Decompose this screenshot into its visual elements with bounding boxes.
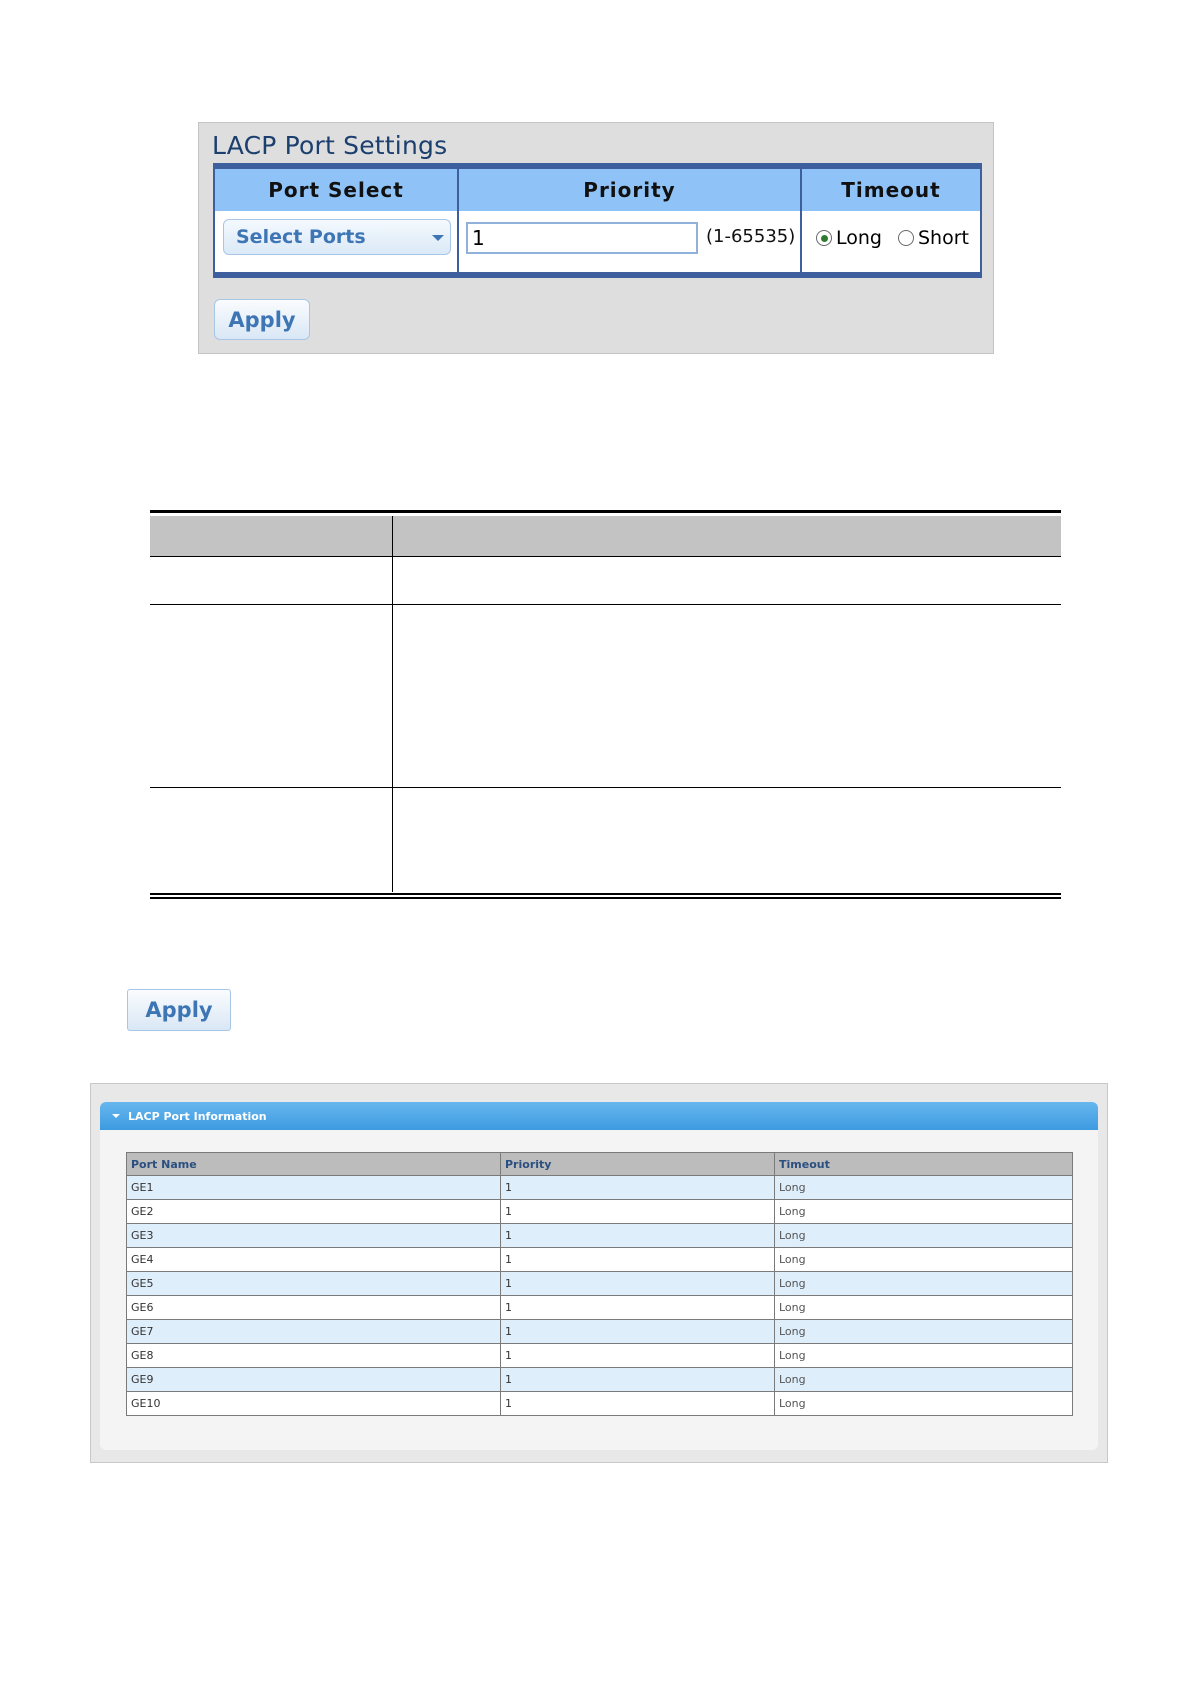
timeout-cell: Long (775, 1200, 1073, 1224)
header-port-select: Port Select (213, 169, 459, 211)
timeout-short-option[interactable] (898, 227, 969, 249)
table-row (127, 1344, 1073, 1368)
priority-range-hint: (1-65535) (706, 226, 796, 247)
table-row (127, 1200, 1073, 1224)
row-divider (150, 604, 1061, 605)
apply-button[interactable]: Apply (127, 989, 231, 1031)
description-table (150, 510, 1061, 900)
timeout-cell: Long (775, 1224, 1073, 1248)
table-row (127, 1392, 1073, 1416)
table-row (127, 1176, 1073, 1200)
port-name-cell: GE4 (127, 1248, 501, 1272)
table-bottom-rule (150, 893, 1061, 895)
port-name-cell: GE6 (127, 1296, 501, 1320)
radio-selected-dot (821, 235, 828, 242)
priority-cell: 1 (501, 1392, 775, 1416)
port-name-cell: GE5 (127, 1272, 501, 1296)
port-select-cell (213, 211, 459, 272)
row-divider (150, 556, 1061, 557)
collapse-arrow-icon[interactable] (112, 1114, 120, 1118)
port-select-label: Select Ports (236, 226, 366, 248)
column-header-timeout: Timeout (775, 1153, 1073, 1176)
table-bottom-rule (150, 897, 1061, 899)
table-row (127, 1296, 1073, 1320)
table-header-row (127, 1153, 1073, 1176)
description-table-header (150, 516, 1061, 556)
priority-cell: 1 (501, 1272, 775, 1296)
chevron-down-icon (432, 235, 444, 241)
timeout-cell: Long (775, 1392, 1073, 1416)
timeout-cell: Long (775, 1368, 1073, 1392)
priority-cell: 1 (501, 1176, 775, 1200)
port-name-cell: GE1 (127, 1176, 501, 1200)
row-divider (150, 787, 1061, 788)
settings-apply-button[interactable]: Apply (214, 299, 310, 340)
port-select-dropdown[interactable] (223, 219, 451, 255)
priority-cell (459, 211, 802, 272)
lacp-port-settings-panel (198, 122, 994, 354)
port-name-cell: GE3 (127, 1224, 501, 1248)
priority-cell: 1 (501, 1368, 775, 1392)
priority-cell: 1 (501, 1320, 775, 1344)
lacp-port-information-panel (90, 1083, 1108, 1463)
column-header-port-name: Port Name (127, 1153, 501, 1176)
timeout-cell: Long (775, 1248, 1073, 1272)
port-name-cell: GE7 (127, 1320, 501, 1344)
timeout-short-label: Short (918, 227, 969, 249)
settings-table (213, 163, 982, 278)
timeout-long-radio[interactable] (816, 230, 832, 246)
table-row (127, 1272, 1073, 1296)
port-name-cell: GE10 (127, 1392, 501, 1416)
timeout-long-option[interactable] (816, 227, 882, 249)
timeout-cell: Long (775, 1272, 1073, 1296)
table-top-rule (150, 510, 1061, 513)
priority-cell: 1 (501, 1200, 775, 1224)
info-panel-title: LACP Port Information (128, 1109, 267, 1123)
settings-title: LACP Port Settings (212, 131, 448, 160)
timeout-cell: Long (775, 1176, 1073, 1200)
table-row (127, 1224, 1073, 1248)
priority-cell: 1 (501, 1344, 775, 1368)
timeout-cell (802, 211, 982, 272)
priority-cell: 1 (501, 1224, 775, 1248)
info-panel-body (100, 1102, 1098, 1450)
info-panel-header[interactable] (100, 1102, 1098, 1130)
priority-cell: 1 (501, 1296, 775, 1320)
port-info-table (126, 1152, 1073, 1416)
timeout-short-radio[interactable] (898, 230, 914, 246)
table-row (127, 1368, 1073, 1392)
timeout-cell: Long (775, 1344, 1073, 1368)
timeout-cell: Long (775, 1320, 1073, 1344)
port-name-cell: GE8 (127, 1344, 501, 1368)
port-name-cell: GE9 (127, 1368, 501, 1392)
timeout-cell: Long (775, 1296, 1073, 1320)
priority-input[interactable] (466, 222, 698, 254)
column-header-priority: Priority (501, 1153, 775, 1176)
column-divider (392, 516, 393, 892)
timeout-long-label: Long (836, 227, 882, 249)
header-timeout: Timeout (802, 169, 982, 211)
port-name-cell: GE2 (127, 1200, 501, 1224)
header-priority: Priority (459, 169, 802, 211)
table-row (127, 1248, 1073, 1272)
priority-cell: 1 (501, 1248, 775, 1272)
table-row (127, 1320, 1073, 1344)
